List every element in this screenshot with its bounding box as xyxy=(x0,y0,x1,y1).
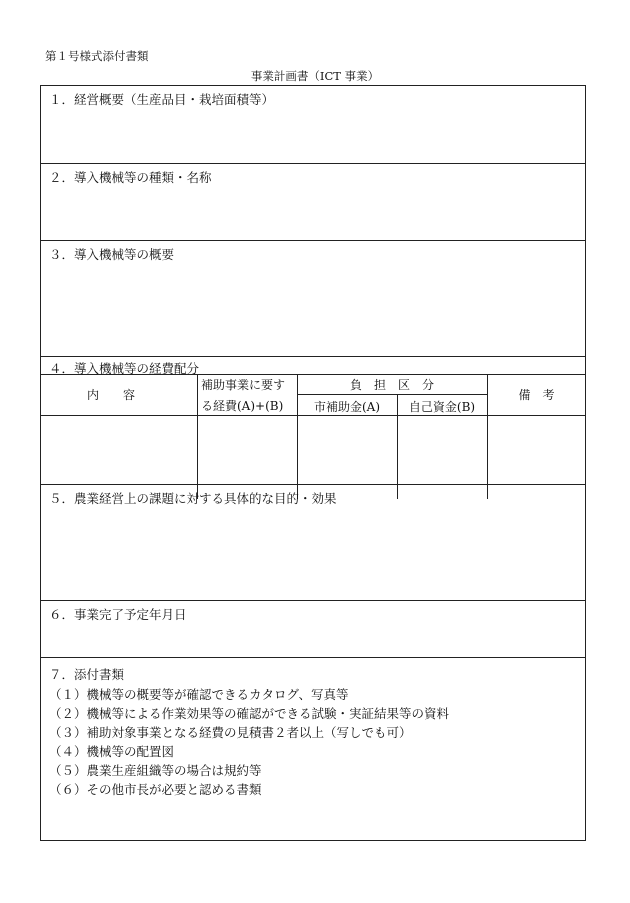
section-machine-type xyxy=(41,164,585,241)
header-notes: 備 考 xyxy=(518,388,555,402)
attachment-item: （１）機械等の概要等が確認できるカタログ、写真等 xyxy=(49,687,349,702)
section-title: ４．導入機械等の経費配分 xyxy=(49,361,200,376)
header-city-subsidy: 市補助金(A) xyxy=(313,400,381,414)
header-burden: 負 担 区 分 xyxy=(349,378,434,392)
header-cost-line2: る経費(A)+(B) xyxy=(201,399,284,413)
document-title: 事業計画書（ICT 事業） xyxy=(250,69,380,83)
plan-form xyxy=(40,85,586,841)
form-reference: 第１号様式添付書類 xyxy=(45,49,149,63)
section-title: ７．添付書類 xyxy=(49,667,125,682)
attachment-item: （４）機械等の配置図 xyxy=(49,744,175,759)
divider xyxy=(297,394,487,395)
divider xyxy=(197,374,198,499)
section-title: １．経営概要（生産品目・栽培面積等） xyxy=(49,92,275,107)
section-purpose-effect xyxy=(41,485,585,601)
section-title: ２．導入機械等の種類・名称 xyxy=(49,170,212,185)
header-content: 内 容 xyxy=(87,388,136,402)
section-business-overview xyxy=(41,86,585,164)
section-title: ３．導入機械等の概要 xyxy=(49,247,175,262)
attachment-item: （５）農業生産組織等の場合は規約等 xyxy=(49,763,262,778)
section-cost-allocation xyxy=(41,357,585,485)
section-title: ５．農業経営上の課題に対する具体的な目的・効果 xyxy=(49,491,337,506)
header-cost-line1: 補助事業に要す xyxy=(201,378,286,392)
section-completion-date xyxy=(41,601,585,658)
attachment-item: （３）補助対象事業となる経費の見積書２者以上（写しでも可） xyxy=(49,725,412,740)
divider xyxy=(41,415,585,416)
attachment-item: （２）機械等による作業効果等の確認ができる試験・実証結果等の資料 xyxy=(49,706,450,721)
header-self-funds: 自己資金(B) xyxy=(408,400,476,414)
section-title: ６．事業完了予定年月日 xyxy=(49,607,187,622)
cost-table xyxy=(41,374,585,499)
section-machine-outline xyxy=(41,241,585,357)
attachment-item: （６）その他市長が必要と認める書類 xyxy=(49,782,262,797)
section-attachments xyxy=(41,658,585,840)
